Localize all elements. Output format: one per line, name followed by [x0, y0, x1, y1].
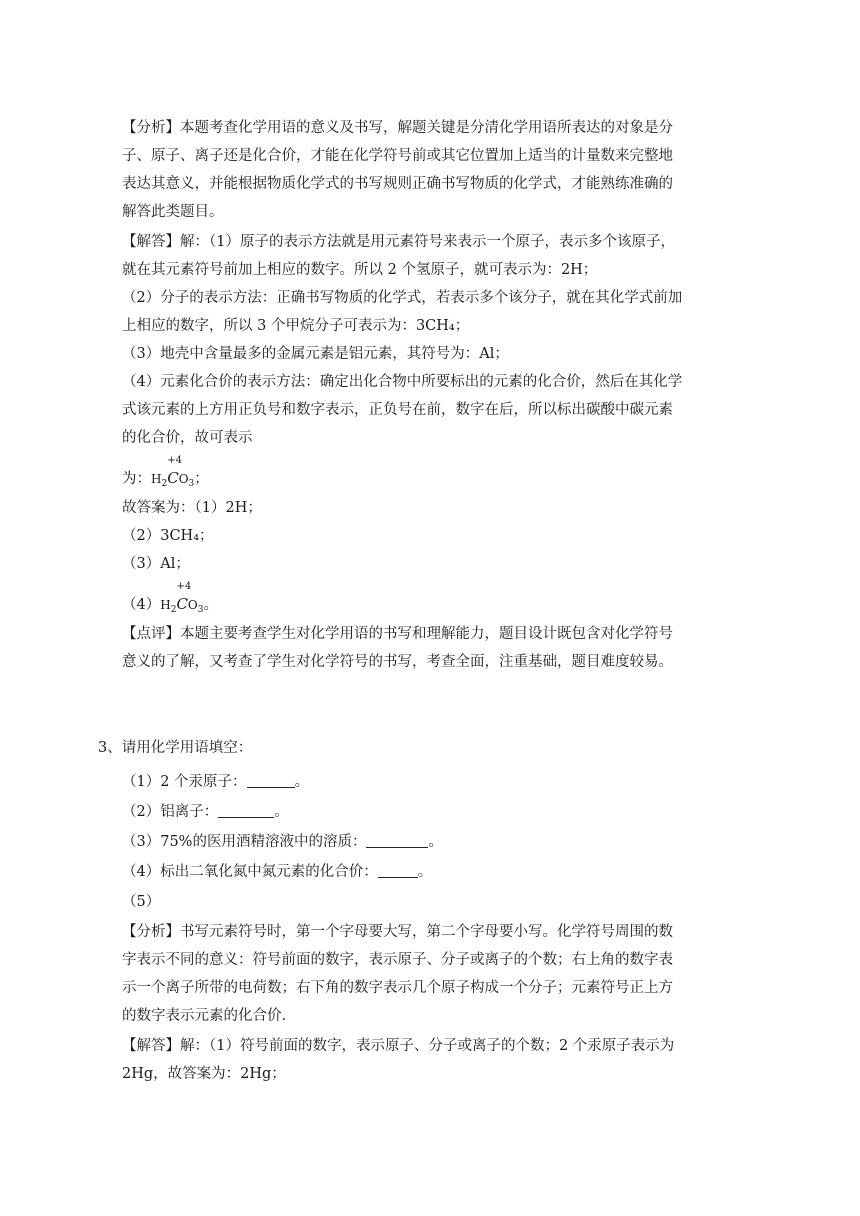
question-item — [122, 858, 742, 886]
answer-line: 2Hg，故答案为：2Hg； — [122, 1066, 286, 1082]
analysis-line: 【分析】本题考查化学用语的意义及书写，解题关键是分清化学用语所表达的对象是分 — [122, 120, 673, 136]
answer-line: 式该元素的上方用正负号和数字表示，正负号在前，数字在后，所以标出碳酸中碳元素 — [122, 402, 673, 418]
formula-h: H — [160, 598, 171, 612]
formula-h-sub: 2 — [170, 605, 177, 615]
question-item-end: 。 — [428, 834, 443, 850]
analysis-line: 示一个离子所带的电荷数；右下角的数字表示几个原子构成一个分子；元素符号正上方 — [122, 980, 673, 996]
question-item-end: 。 — [274, 804, 289, 820]
comment-line: 【点评】本题主要考查学生对化学用语的书写和理解能力，题目设计既包含对化学符号 — [122, 626, 673, 642]
formula-c: C — [167, 469, 179, 487]
answer-line: 的化合价，故可表示 — [122, 430, 253, 446]
question-item-text: （2）铝离子： — [122, 804, 219, 820]
question-title: 3、请用化学用语填空： — [98, 740, 253, 756]
final-formula-line — [122, 581, 742, 624]
question-item-text: （4）标出二氧化氮中氮元素的化合价： — [122, 864, 378, 880]
analysis-line: 子、原子、离子还是化合价，才能在化学符号前或其它位置加上适当的计量数来完整地 — [122, 148, 673, 164]
answer-line: 【解答】解：（1）符号前面的数字，表示原子、分子或离子的个数；2 个汞原子表示为 — [122, 1038, 675, 1054]
formula-end: ； — [194, 471, 209, 487]
answer-line: （3）地壳中含量最多的金属元素是铝元素，其符号为：Al； — [122, 346, 509, 362]
answer-blank[interactable] — [366, 831, 428, 848]
formula-h-sub: 2 — [161, 479, 168, 489]
question-item-text: （1）2 个汞原子： — [122, 774, 247, 790]
final-answer-item: （3）Al； — [122, 556, 190, 572]
charge-label: +4 — [167, 455, 182, 466]
analysis-line: 表达其意义，并能根据物质化学式的书写规则正确书写物质的化学式，才能熟练准确的 — [122, 176, 673, 192]
answer-blank[interactable] — [247, 771, 295, 788]
formula-o: O — [187, 598, 198, 612]
formula-h: H — [151, 472, 162, 486]
question-item-text: （3）75%的医用酒精溶液中的溶质： — [122, 834, 367, 850]
answer-line: 就在其元素符号前加上相应的数字。所以 2 个氢原子，就可表示为：2H； — [122, 262, 598, 278]
analysis-line: 的数字表示元素的化合价. — [122, 1008, 287, 1024]
question-item-5: （5） — [122, 894, 161, 910]
formula-prefix: 为： — [122, 471, 151, 487]
answer-line: （2）分子的表示方法：正确书写物质的化学式，若表示多个该分子，就在其化学式前加 — [122, 290, 683, 306]
answer-line: （4）元素化合价的表示方法：确定出化合物中所要标出的元素的化合价，然后在其化学 — [122, 374, 683, 390]
answer-line: 上相应的数字，所以 3 个甲烷分子可表示为：3CH₄； — [122, 318, 470, 334]
answer-blank[interactable] — [378, 861, 418, 878]
analysis-line: 解答此类题目。 — [122, 204, 224, 220]
analysis-line: 字表示不同的意义：符号前面的数字，表示原子、分子或离子的个数；右上角的数字表 — [122, 952, 673, 968]
formula-o: O — [178, 472, 189, 486]
comment-line: 意义的了解，又考查了学生对化学符号的书写，考查全面，注重基础，题目难度较易。 — [122, 654, 673, 670]
formula-c: C — [176, 595, 188, 613]
analysis-line: 【分析】书写元素符号时，第一个字母要大写，第二个字母要小写。化学符号周围的数 — [122, 924, 673, 940]
question-item-end: 。 — [417, 864, 433, 880]
question-item — [122, 828, 742, 856]
question-item — [122, 768, 742, 796]
formula-line — [122, 455, 742, 498]
charge-label: +4 — [176, 581, 192, 592]
final-answer-item: （2）3CH₄； — [122, 528, 214, 544]
final-answer-label: 故答案为：（1）2H； — [122, 500, 262, 516]
formula-o-sub: 3 — [197, 605, 204, 615]
question-item-end: 。 — [294, 774, 310, 790]
answer-blank[interactable] — [218, 801, 274, 818]
formula-end: 。 — [203, 597, 218, 613]
answer-line: 【解答】解：（1）原子的表示方法就是用元素符号来表示一个原子，表示多个该原子， — [122, 234, 675, 250]
formula-prefix: （4） — [122, 597, 161, 613]
question-item — [122, 798, 742, 826]
formula-o-sub: 3 — [188, 479, 195, 489]
